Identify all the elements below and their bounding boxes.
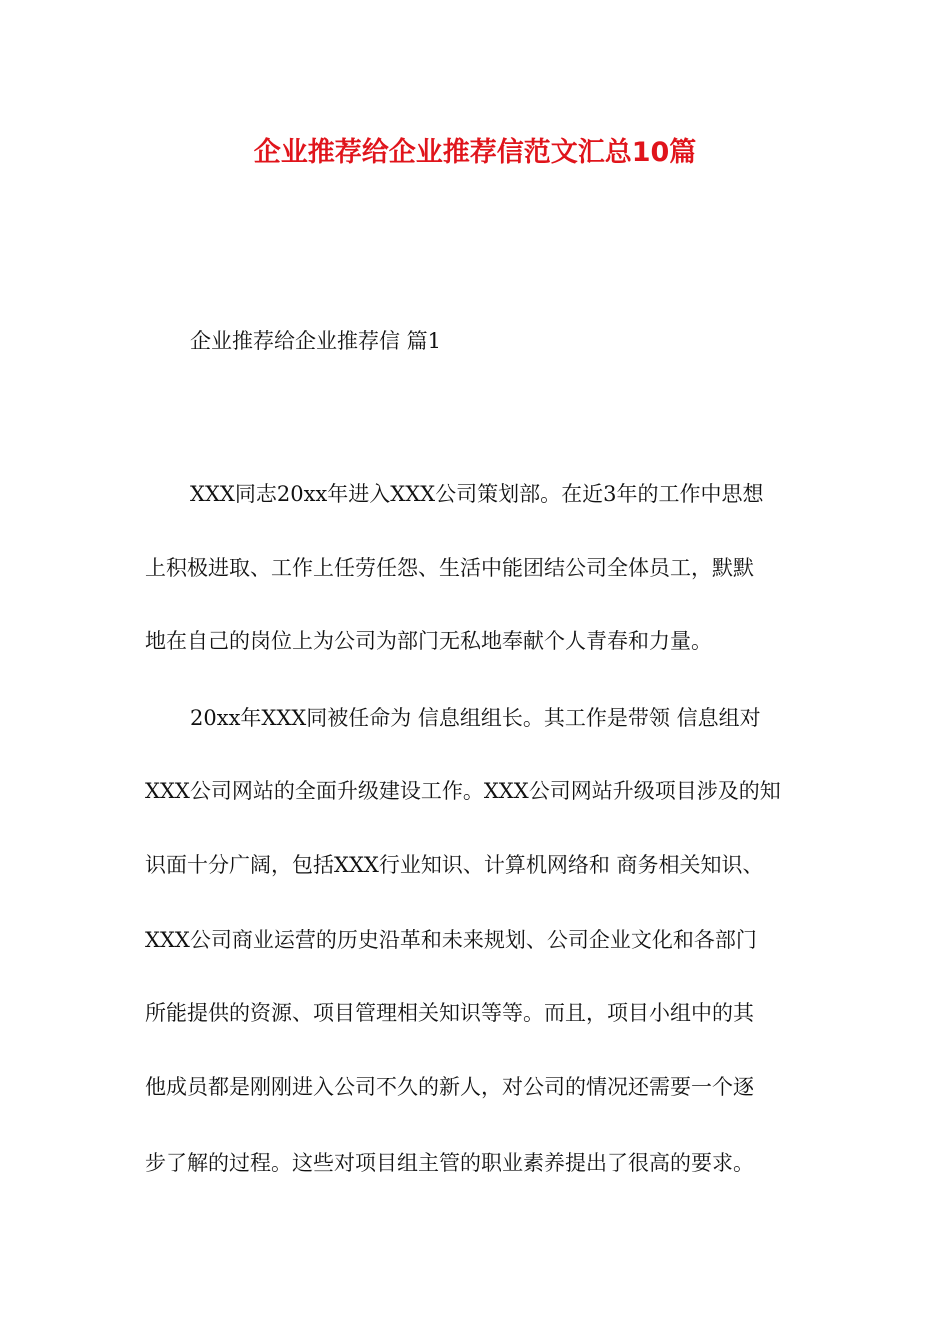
paragraph2-line-3: 识面十分广阔，包括XXX行业知识、计算机网络和 商务相关知识、 [145, 853, 764, 877]
paragraph1-line-1: XXX同志20xx年进入XXX公司策划部。在近3年的工作中思想 [190, 482, 764, 506]
paragraph2-line-2: XXX公司网站的全面升级建设工作。XXX公司网站升级项目涉及的知 [145, 779, 781, 803]
paragraph2-line-7: 步了解的过程。这些对项目组主管的职业素养提出了很高的要求。 [145, 1151, 754, 1175]
paragraph2-line-6: 他成员都是刚刚进入公司不久的新人，对公司的情况还需要一个逐 [145, 1075, 754, 1099]
paragraph1-line-3: 地在自己的岗位上为公司为部门无私地奉献个人青春和力量。 [145, 629, 712, 653]
section-heading: 企业推荐给企业推荐信 篇1 [190, 329, 442, 353]
document-title: 企业推荐给企业推荐信范文汇总10篇 [253, 137, 697, 168]
paragraph2-line-4: XXX公司商业运营的历史沿革和未来规划、公司企业文化和各部门 [145, 928, 757, 952]
paragraph2-line-1: 20xx年XXX同被任命为 信息组组长。其工作是带领 信息组对 [190, 706, 761, 730]
paragraph1-line-2: 上积极进取、工作上任劳任怨、生活中能团结公司全体员工，默默 [145, 556, 754, 580]
paragraph2-line-5: 所能提供的资源、项目管理相关知识等等。而且，项目小组中的其 [145, 1001, 754, 1025]
